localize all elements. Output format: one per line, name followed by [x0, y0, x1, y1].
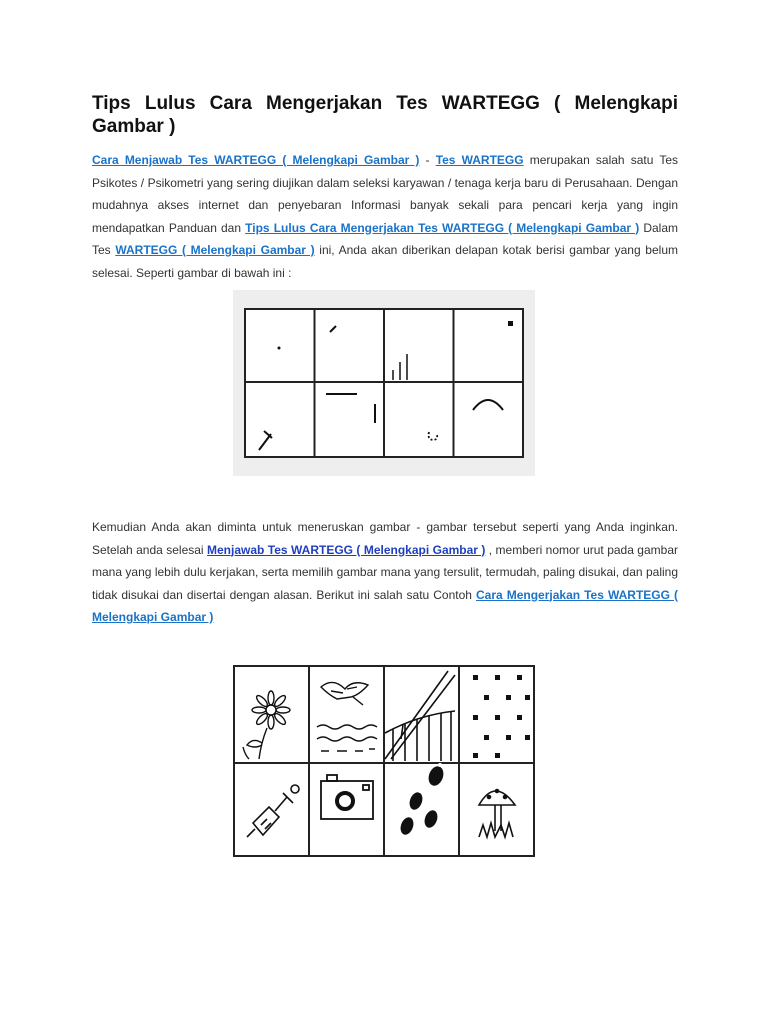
- link-tips-lulus[interactable]: Tips Lulus Cara Mengerjakan Tes WARTEGG ( Melengkapi Gambar ): [245, 220, 640, 235]
- instructions-paragraph: Kemudian Anda akan diminta untuk meneruskan gambar - gambar tersebut seperti yang Anda inginkan. Setelah anda selesai Menjawab Tes WARTEGG ( Melengkapi Gambar ) , memberi nomor urut pada gambar mana yang lebih dulu kerjakan, serta memilih gambar mana yang tersulit, termudah, paling disukai, dan paling tidak disukai dan disertai dengan alasan. Berikut ini salah satu Contoh Cara Mengerjakan Tes WARTEGG ( Melengkapi Gambar ): [92, 520, 678, 624]
- cell4-square: [508, 321, 513, 326]
- example-grid-svg: [233, 665, 535, 857]
- article: [92, 92, 678, 284]
- link-menjawab-tes[interactable]: Menjawab Tes WARTEGG ( Melengkapi Gambar ): [207, 542, 486, 557]
- link-cara-menjawab[interactable]: Cara Menjawab Tes WARTEGG ( Melengkapi Gambar ): [92, 153, 420, 167]
- link-wartegg-melengkapi[interactable]: WARTEGG ( Melengkapi Gambar ): [115, 243, 315, 257]
- link-cara-mengerjakan[interactable]: Cara Mengerjakan Tes WARTEGG ( Melengkapi Gambar ): [92, 587, 678, 624]
- link-tes-wartegg[interactable]: Tes WARTEGG: [435, 153, 524, 167]
- empty-grid-svg: [233, 290, 535, 476]
- article-title: Tips Lulus Cara Mengerjakan Tes WARTEGG ( Melengkapi Gambar ): [92, 93, 678, 137]
- wartegg-example-figure: [233, 665, 535, 857]
- wartegg-empty-grid-figure: [233, 290, 535, 476]
- cell1-dot: [278, 347, 281, 350]
- intro-paragraph: Cara Menjawab Tes WARTEGG ( Melengkapi Gambar ) - Tes WARTEGG merupakan salah satu Tes Psikotes / Psikometri yang sering diujikan dalam seleksi karyawan / tenaga kerja baru di Perusahaan. Dengan mudahnya akses internet dan penyebaran Informasi banyak sekali para pencari kerja yang ingin mendapatkan Panduan dan Tips Lulus Cara Mengerjakan Tes WARTEGG ( Melengkapi Gambar ) Dalam Tes WARTEGG ( Melengkapi Gambar ) ini, Anda akan diberikan delapan kotak berisi gambar yang belum selesai. Seperti gambar di bawah ini :: [92, 153, 678, 280]
